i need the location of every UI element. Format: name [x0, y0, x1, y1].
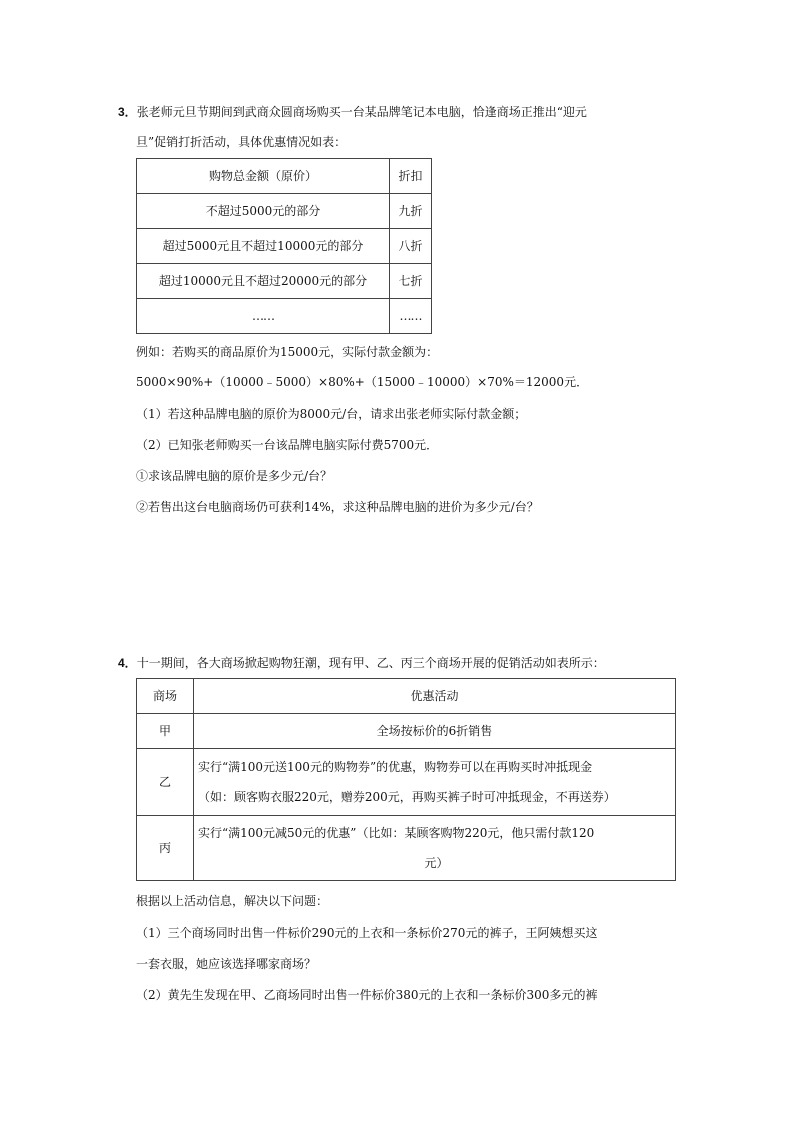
table-cell-store: 乙 [137, 749, 194, 816]
table-header-cell: 购物总金额（原价） [137, 159, 390, 194]
table-cell-store: 丙 [137, 816, 194, 881]
table-header-cell: 优惠活动 [194, 679, 676, 714]
q3-sub1: （1）若这种品牌电脑的原价为8000元/台，请求出张老师实际付款金额； [136, 407, 527, 421]
table-cell: …… [137, 299, 390, 334]
table-header-cell: 商场 [137, 679, 194, 714]
activity-line: 元） [424, 856, 449, 870]
table-cell-store: 甲 [137, 714, 194, 749]
table-cell: 九折 [390, 194, 432, 229]
q4-sub1-line1: （1）三个商场同时出售一件标价290元的上衣和一条标价270元的裤子，王阿姨想买这 [136, 926, 598, 940]
table-row [137, 299, 432, 334]
table-cell: 八折 [390, 229, 432, 264]
q3-sub2: （2）已知张老师购买一台该品牌电脑实际付费5700元． [136, 438, 439, 452]
table-row [137, 714, 676, 749]
q4-intro: 根据以上活动信息，解决以下问题： [136, 894, 329, 908]
table-row [137, 749, 676, 816]
q3-sub2a: ①求该品牌电脑的原价是多少元/台？ [136, 469, 333, 483]
q4-number: 4． [118, 656, 137, 670]
q4-sub2-line1: （2）黄先生发现在甲、乙商场同时出售一件标价380元的上衣和一条标价300多元的裤 [136, 988, 598, 1002]
q4-promotion-table [136, 678, 676, 881]
activity-line: 实行“满100元减50元的优惠”（比如：某顾客购物220元，他只需付款120 [198, 826, 595, 840]
q3-example-line2: 5000×90%+（10000﹣5000）×80%+（15000﹣10000）×70%＝12000元． [136, 375, 589, 389]
table-row [137, 264, 432, 299]
table-header-cell: 折扣 [390, 159, 432, 194]
table-cell-activity [194, 816, 676, 881]
q3-sub2b: ②若售出这台电脑商场仍可获利14%，求这种品牌电脑的进价为多少元/台？ [136, 500, 539, 514]
q4-stem-text: 十一期间，各大商场掀起购物狂潮，现有甲、乙、丙三个商场开展的促销活动如表所示： [136, 656, 605, 670]
q3-line2: 旦”促销打折活动，具体优惠情况如表： [136, 135, 347, 149]
q3-discount-table [136, 158, 432, 334]
table-header-row [137, 679, 676, 714]
q3-line1 [118, 104, 587, 120]
q3-number: 3． [118, 105, 137, 119]
table-cell: …… [390, 299, 432, 334]
table-cell: 超过5000元且不超过10000元的部分 [137, 229, 390, 264]
table-cell: 七折 [390, 264, 432, 299]
table-cell-activity: 全场按标价的6折销售 [194, 714, 676, 749]
table-header-row [137, 159, 432, 194]
q3-example-line1: 例如：若购买的商品原价为15000元，实际付款金额为： [136, 345, 439, 359]
table-row [137, 194, 432, 229]
q4-sub1-line2: 一套衣服，她应该选择哪家商场？ [136, 957, 317, 971]
table-row [137, 816, 676, 881]
q3-stem-text: 张老师元旦节期间到武商众圆商场购买一台某品牌笔记本电脑，恰逢商场正推出“迎元 [136, 105, 587, 119]
table-cell: 不超过5000元的部分 [137, 194, 390, 229]
table-cell: 超过10000元且不超过20000元的部分 [137, 264, 390, 299]
table-cell-activity [194, 749, 676, 816]
table-row [137, 229, 432, 264]
q4-line1 [118, 655, 605, 671]
activity-line: 实行“满100元送100元的购物券”的优惠，购物券可以在再购买时冲抵现金 [198, 760, 593, 774]
activity-line: （如：顾客购衣服220元，赠券200元，再购买裤子时可冲抵现金，不再送券） [198, 790, 616, 804]
